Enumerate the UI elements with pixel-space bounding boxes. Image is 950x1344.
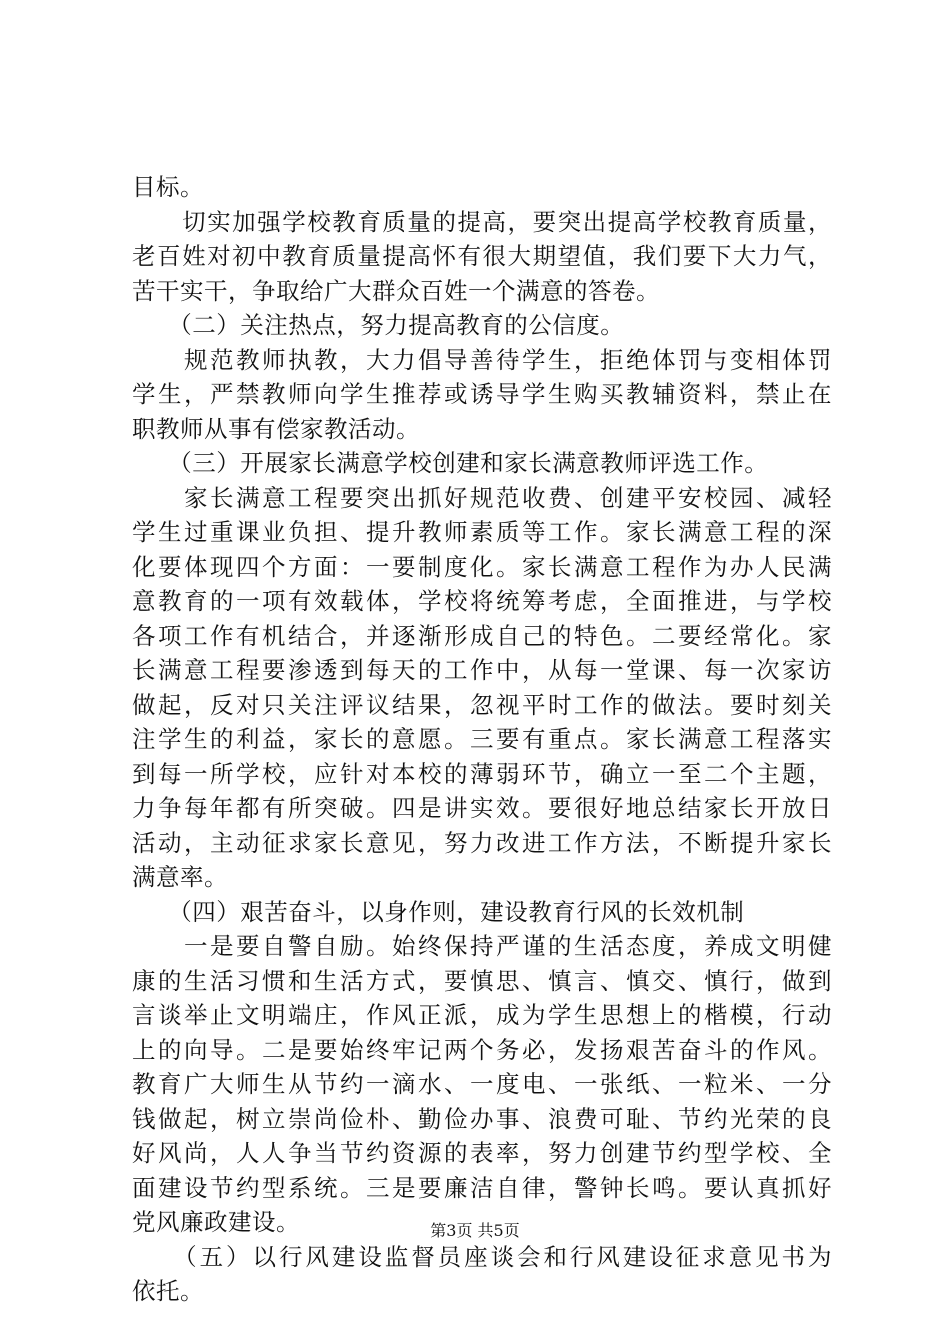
text-line: 化要体现四个方面：一要制度化。家长满意工程作为办人民满 (132, 552, 832, 581)
text-line: 教育广大师生从节约一滴水、一度电、一张纸、一粒米、一分 (132, 1070, 832, 1098)
text-line: 学生过重课业负担、提升教师素质等工作。家长满意工程的深 (132, 518, 832, 546)
document-body (132, 170, 832, 1309)
text-line: 到每一所学校，应针对本校的薄弱环节，确立一至二个主题， (132, 759, 832, 788)
text-line: （三）开展家长满意学校创建和家长满意教师评选工作。 (132, 449, 769, 477)
text-line: 依托。 (132, 1277, 204, 1305)
text-line: 好风尚，人人争当节约资源的表率，努力创建节约型学校、全 (132, 1139, 832, 1167)
text-line: 上的向导。二是要始终牢记两个务必，发扬艰苦奋斗的作风。 (132, 1035, 832, 1064)
text-line: 目标。 (132, 173, 204, 201)
text-line: 面建设节约型系统。三是要廉洁自律，警钟长鸣。要认真抓好 (132, 1173, 832, 1202)
text-line: 言谈举止文明端庄，作风正派，成为学生思想上的楷模，行动 (132, 1001, 832, 1029)
text-line: 康的生活习惯和生活方式，要慎思、慎言、慎交、慎行，做到 (132, 966, 832, 995)
text-line: （五）以行风建设监督员座谈会和行风建设征求意见书为 (132, 1242, 832, 1271)
text-line: 钱做起，树立崇尚俭朴、勤俭办事、浪费可耻、节约光荣的良 (132, 1104, 832, 1133)
text-line: 党风廉政建设。 (132, 1208, 300, 1236)
text-line: 家长满意工程要突出抓好规范收费、创建平安校园、减轻 (132, 483, 832, 512)
text-line: 力争每年都有所突破。四是讲实效。要很好地总结家长开放日 (132, 794, 832, 822)
text-line: 职教师从事有偿家教活动。 (132, 414, 420, 443)
text-line: 活动，主动征求家长意见，努力改进工作方法，不断提升家长 (132, 828, 832, 857)
text-line: 满意率。 (132, 863, 228, 891)
text-line: 长满意工程要渗透到每天的工作中，从每一堂课、每一次家访 (132, 656, 832, 684)
text-line: （四）艰苦奋斗，以身作则，建设教育行风的长效机制 (132, 897, 745, 926)
text-line: 学生，严禁教师向学生推荐或诱导学生购买教辅资料，禁止在 (132, 380, 832, 408)
text-line: 意教育的一项有效载体，学校将统筹考虑，全面推进，与学校 (132, 587, 832, 615)
text-line: （二）关注热点，努力提高教育的公信度。 (132, 311, 625, 339)
text-line: 注学生的利益，家长的意愿。三要有重点。家长满意工程落实 (132, 725, 832, 753)
text-line: 做起，反对只关注评议结果，忽视平时工作的做法。要时刻关 (132, 690, 832, 719)
text-line: 老百姓对初中教育质量提高怀有很大期望值，我们要下大力气， (132, 242, 832, 270)
page-number-footer: 第3页 共5页 (430, 1221, 520, 1240)
text-line: 切实加强学校教育质量的提高，要突出提高学校教育质量， (132, 207, 832, 236)
text-line: 苦干实干，争取给广大群众百姓一个满意的答卷。 (132, 276, 660, 305)
text-line: 规范教师执教，大力倡导善待学生，拒绝体罚与变相体罚 (132, 345, 832, 374)
text-line: 各项工作有机结合，并逐渐形成自己的特色。二要经常化。家 (132, 621, 832, 650)
text-line: 一是要自警自励。始终保持严谨的生活态度，养成文明健 (132, 932, 832, 960)
